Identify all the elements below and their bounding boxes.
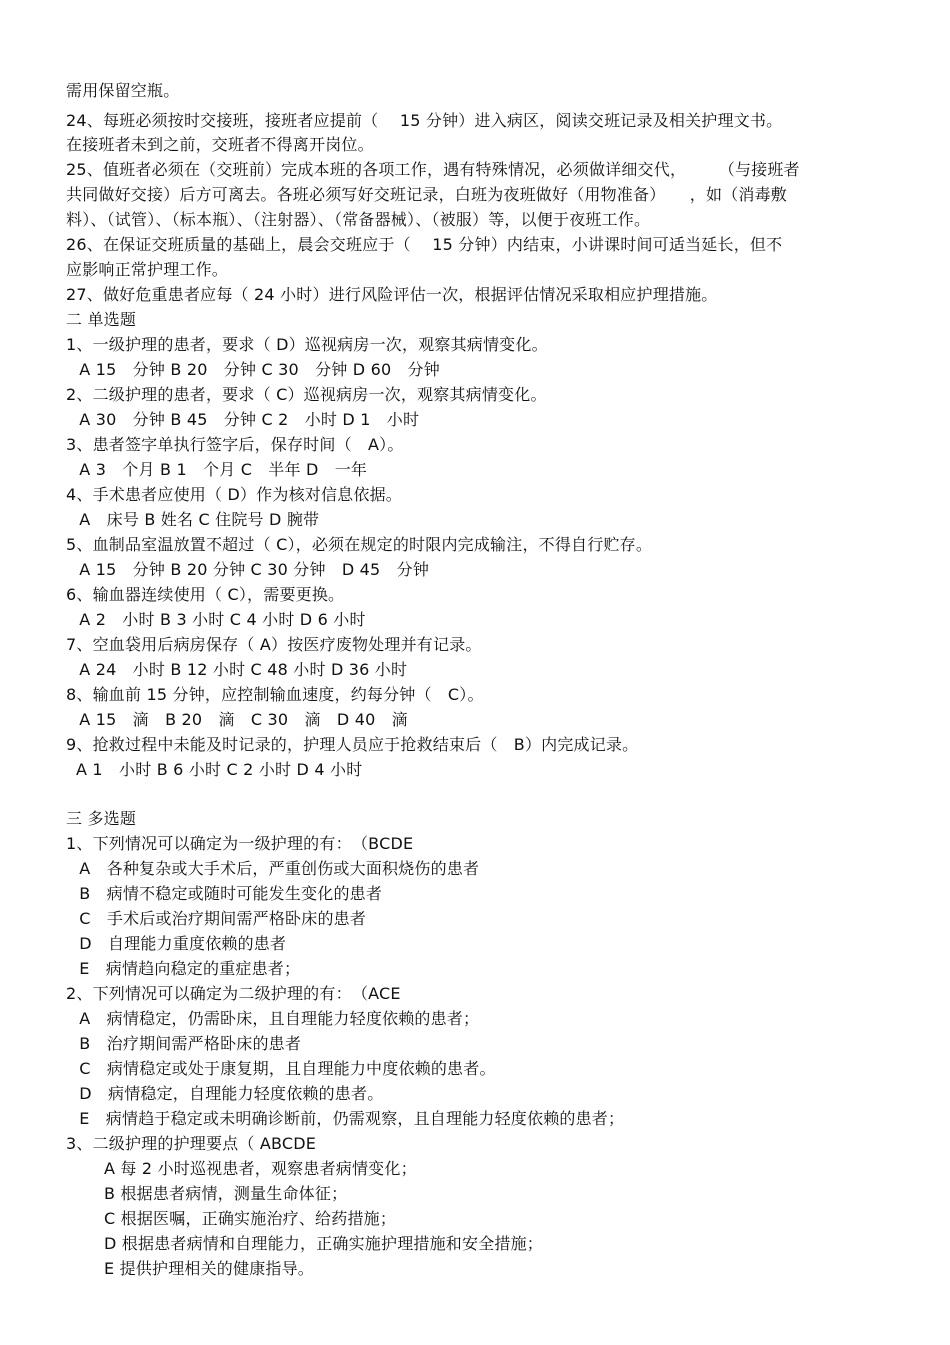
question-text: 2、二级护理的患者，要求（ C）巡视病房一次，观察其病情变化。	[66, 385, 547, 404]
option-item: C 根据医嘱，正确实施治疗、给药措施；	[104, 1209, 397, 1228]
section-heading: 二 单选题	[66, 310, 137, 329]
option-item: B 治疗期间需严格卧床的患者	[74, 1034, 302, 1053]
options-line: A 15 分钟 B 20 分钟 C 30 分钟 D 45 分钟	[74, 560, 430, 579]
question-text: 8、输血前 15 分钟，应控制输血速度，约每分钟（ C）。	[66, 685, 484, 704]
question-text: 3、二级护理的护理要点（ ABCDE	[66, 1134, 317, 1153]
option-item: A 各种复杂或大手术后，严重创伤或大面积烧伤的患者	[74, 859, 480, 878]
question-text: 7、空血袋用后病房保存（ A）按医疗废物处理并有记录。	[66, 635, 482, 654]
option-item: E 病情趋于稳定或未明确诊断前，仍需观察，且自理能力轻度依赖的患者；	[74, 1109, 625, 1128]
options-line: A 24 小时 B 12 小时 C 48 小时 D 36 小时	[74, 660, 408, 679]
options-line: A 30 分钟 B 45 分钟 C 2 小时 D 1 小时	[74, 410, 420, 429]
text-line: 26、在保证交班质量的基础上，晨会交班应于（ 15 分钟）内结束，小讲课时间可适当延长，但不	[66, 235, 783, 254]
text-line: 25、值班者必须在（交班前）完成本班的各项工作，遇有特殊情况，必须做详细交代， （与接班者	[66, 160, 800, 179]
option-item: D 根据患者病情和自理能力，正确实施护理措施和安全措施；	[104, 1234, 544, 1253]
options-line: A 1 小时 B 6 小时 C 2 小时 D 4 小时	[76, 760, 363, 779]
text-line: 共同做好交接）后方可离去。各班必须写好交班记录，白班为夜班做好（用物准备） ，如（消毒敷	[66, 185, 788, 204]
question-text: 1、下列情况可以确定为一级护理的有： （BCDE	[66, 834, 414, 853]
options-line: A 床号 B 姓名 C 住院号 D 腕带	[74, 510, 320, 529]
question-text: 9、抢救过程中未能及时记录的，护理人员应于抢救结束后（ B）内完成记录。	[66, 735, 639, 754]
text-line: 27、做好危重患者应每（ 24 小时）进行风险评估一次，根据评估情况采取相应护理措施。	[66, 285, 718, 304]
option-item: D 病情稳定，自理能力轻度依赖的患者。	[74, 1084, 384, 1103]
text-line: 应影响正常护理工作。	[66, 260, 229, 279]
options-line: A 2 小时 B 3 小时 C 4 小时 D 6 小时	[74, 610, 366, 629]
option-item: A 每 2 小时巡视患者，观察患者病情变化；	[104, 1159, 417, 1178]
option-item: E 病情趋向稳定的重症患者；	[74, 959, 301, 978]
text-line: 料）、（试管）、（标本瓶）、（注射器）、（常备器械）、（被服）等，以便于夜班工作。	[66, 210, 651, 229]
option-item: B 根据患者病情，测量生命体征；	[104, 1184, 348, 1203]
option-item: B 病情不稳定或随时可能发生变化的患者	[74, 884, 383, 903]
option-item: E 提供护理相关的健康指导。	[104, 1259, 314, 1278]
option-item: C 手术后或治疗期间需严格卧床的患者	[74, 909, 367, 928]
text-line: 在接班者未到之前，交班者不得离开岗位。	[66, 135, 374, 154]
question-text: 6、输血器连续使用（ C），需要更换。	[66, 585, 345, 604]
option-item: A 病情稳定，仍需卧床，且自理能力轻度依赖的患者；	[74, 1009, 480, 1028]
options-line: A 15 分钟 B 20 分钟 C 30 分钟 D 60 分钟	[74, 360, 440, 379]
question-text: 4、手术患者应使用（ D）作为核对信息依据。	[66, 485, 402, 504]
options-line: A 15 滴 B 20 滴 C 30 滴 D 40 滴	[74, 710, 408, 729]
options-line: A 3 个月 B 1 个月 C 半年 D 一年	[74, 460, 368, 479]
question-text: 2、下列情况可以确定为二级护理的有： （ACE	[66, 984, 401, 1003]
option-item: C 病情稳定或处于康复期，且自理能力中度依赖的患者。	[74, 1059, 496, 1078]
text-line: 需用保留空瓶。	[66, 81, 180, 100]
option-item: D 自理能力重度依赖的患者	[74, 934, 287, 953]
text-line: 24、每班必须按时交接班，接班者应提前（ 15 分钟）进入病区，阅读交班记录及相关护理文书。	[66, 111, 783, 130]
question-text: 5、血制品室温放置不超过（ C），必须在规定的时限内完成输注，不得自行贮存。	[66, 535, 653, 554]
question-text: 3、患者签字单执行签字后，保存时间（ A）。	[66, 435, 404, 454]
question-text: 1、一级护理的患者，要求（ D）巡视病房一次，观察其病情变化。	[66, 335, 548, 354]
section-heading: 三 多选题	[66, 809, 137, 828]
